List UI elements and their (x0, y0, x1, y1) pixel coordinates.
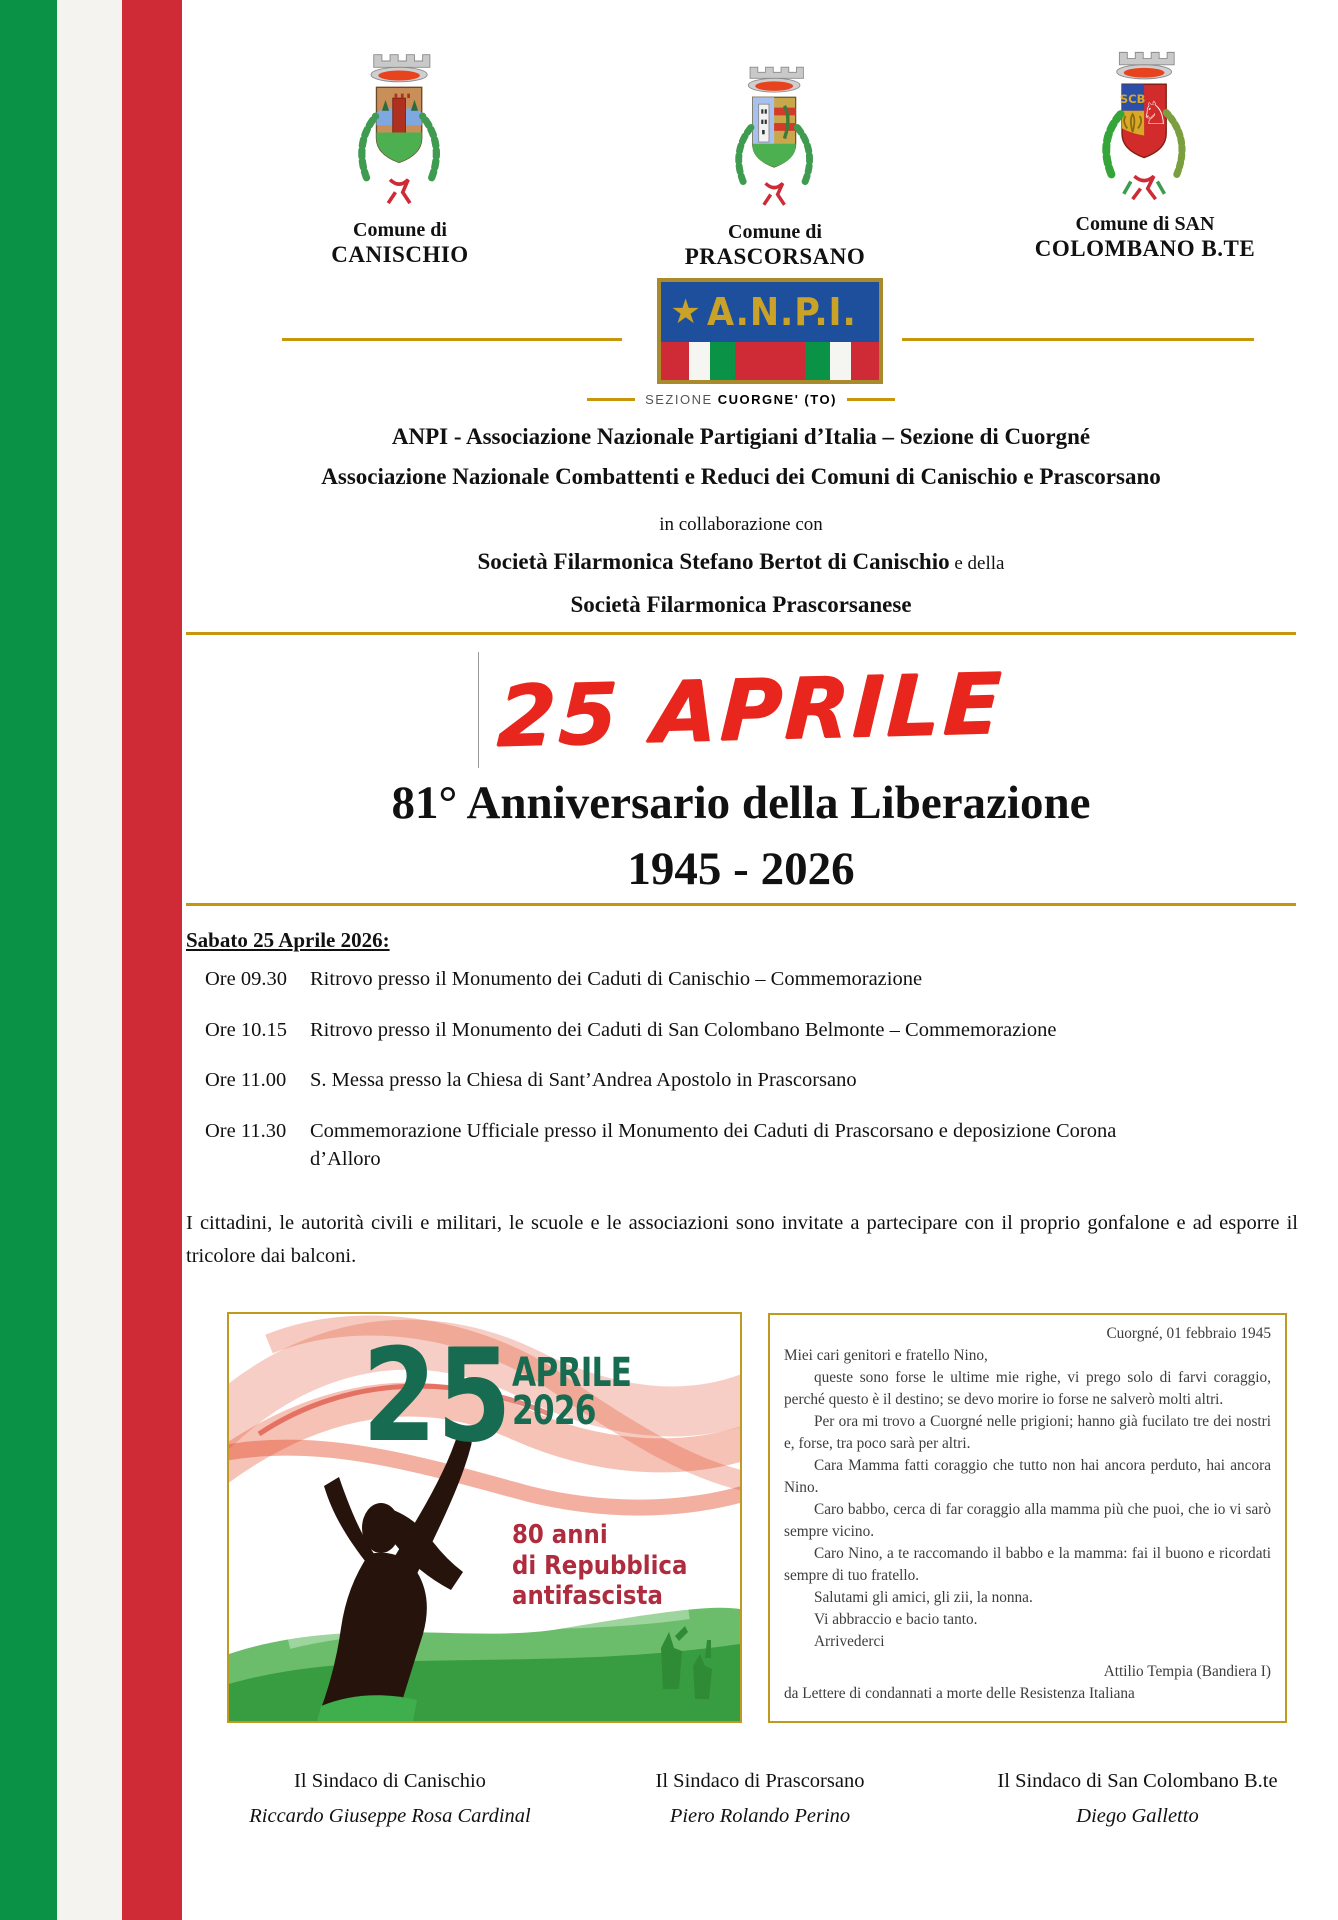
letter-source: da Lettere di condannati a morte delle Resistenza Italiana (784, 1685, 1135, 1702)
mayor-role: Il Sindaco di San Colombano B.te (997, 1770, 1278, 1792)
dash-icon (587, 398, 635, 401)
letter-paragraph: Cara Mamma fatti coraggio che tutto non hai ancora perduto, hai ancora Nino. (784, 1457, 1271, 1496)
schedule-row (205, 966, 1297, 994)
organizer-line-2: Associazione Nazionale Combattenti e Reduci dei Comuni di Canischio e Prascorsano (321, 464, 1161, 489)
left-gold-rule (282, 338, 622, 341)
letter-paragraph: Caro Nino, a te raccomando il babbo e la mamma: fai il buono e ricordati sempre di tuo fratello. (784, 1545, 1271, 1584)
schedule-desc: Ritrovo presso il Monumento dei Caduti di Canischio – Commemorazione (310, 968, 923, 990)
commune-name: PRASCORSANO (684, 244, 866, 269)
anniversary-title: 81° Anniversario della Liberazione (391, 777, 1091, 829)
mayor-canischio (235, 1770, 545, 1828)
schedule-row (205, 1067, 1297, 1095)
schedule-desc: Ritrovo presso il Monumento dei Caduti di San Colombano Belmonte – Commemorazione (310, 1018, 1057, 1041)
e-della: e della (949, 553, 1005, 574)
letter-paragraph: Caro babbo, cerca di far coraggio alla mamma più che puoi, che io vi sarò sempre vicino. (784, 1501, 1271, 1540)
divider-rule-top (186, 632, 1296, 635)
italian-flag-band (0, 0, 182, 1920)
flag-red-stripe (122, 0, 182, 1920)
letter-paragraph: Salutami gli amici, gli zii, la nonna. (814, 1589, 1033, 1606)
commune-name: COLOMBANO B.TE (1034, 236, 1256, 261)
anpi-ribbon (661, 342, 879, 380)
poster-slogan (512, 1520, 687, 1612)
slogan-line-2: di Repubblica (512, 1550, 688, 1581)
letter-paragraph: Vi abbraccio e bacio tanto. (814, 1611, 978, 1628)
organizer-line-1: ANPI - Associazione Nazionale Partigiani d’Italia – Sezione di Cuorgné (391, 424, 1091, 449)
schedule-heading: Sabato 25 Aprile 2026: (186, 928, 390, 952)
poster-year: 2026 (512, 1388, 596, 1434)
poster-big-number: 25 (362, 1322, 512, 1471)
schedule-desc: S. Messa presso la Chiesa di Sant’Andrea Apostolo in Prascorsano (310, 1069, 857, 1092)
mayor-san-colombano (965, 1770, 1310, 1828)
brush-title-row (186, 646, 1296, 774)
mayor-name: Diego Galletto (1076, 1805, 1199, 1827)
schedule-time: Ore 10.15 (205, 1018, 287, 1041)
slogan-line-3: antifascista (512, 1581, 663, 1612)
anpi-star-icon: ★ (670, 292, 701, 332)
right-gold-rule (902, 338, 1254, 341)
schedule-list (205, 966, 1297, 1196)
anpi-emblem (657, 278, 883, 384)
schedule-row (205, 1118, 1297, 1173)
organizer-line-5: Società Filarmonica Prascorsanese (570, 592, 912, 617)
letter-paragraph: Per ora mi trovo a Cuorgné nelle prigioni; hanno già fucilato tre dei nostri e, forse, tra poco sarà per altri. (784, 1413, 1271, 1452)
brush-title: 25 APRILE (495, 654, 1006, 766)
horse-glyph: ♘ (1140, 94, 1169, 132)
poster-month: APRILE (512, 1350, 632, 1396)
collaboration-line: in collaborazione con (659, 514, 823, 535)
letter-box (768, 1313, 1287, 1723)
mayor-role: Il Sindaco di Canischio (294, 1770, 486, 1792)
april-25-poster-image (227, 1312, 742, 1723)
commune-san-colombano (975, 40, 1315, 262)
schedule-time: Ore 11.30 (205, 1120, 287, 1143)
commune-label: Comune di SAN (1075, 213, 1215, 235)
organizer-line-4 (186, 549, 1296, 575)
anpi-acronym: A.N.P.I. (706, 290, 857, 334)
schedule-row (205, 1017, 1297, 1045)
section-prefix: SEZIONE (645, 392, 713, 407)
section-name: CUORGNE' (TO) (717, 392, 837, 407)
letter-paragraph: Arrivederci (814, 1633, 885, 1650)
san-colombano-crest-icon (1065, 40, 1225, 208)
mayor-prascorsano (610, 1770, 910, 1828)
dash-icon (847, 398, 895, 401)
commune-canischio (250, 42, 550, 268)
commune-name: CANISCHIO (331, 242, 469, 267)
vertical-rule (478, 652, 479, 768)
years-title: 1945 - 2026 (627, 843, 855, 895)
schedule-time: Ore 09.30 (205, 968, 287, 990)
divider-rule-bottom (186, 903, 1296, 906)
letter-paragraph: queste sono forse le ultime mie righe, vi prego solo di farvi coraggio, perché questo è il destino; se devo morire io forse ne salverò molti altri. (784, 1369, 1271, 1408)
flag-white-stripe (57, 0, 122, 1920)
canischio-crest-icon (325, 42, 475, 214)
commune-label: Comune di (728, 221, 822, 243)
scb-initials: SCB (1119, 91, 1146, 106)
mayor-role: Il Sindaco di Prascorsano (655, 1770, 865, 1792)
letter-dateline: Cuorgné, 01 febbraio 1945 (1106, 1325, 1271, 1342)
letter-salutation: Miei cari genitori e fratello Nino, (784, 1347, 988, 1364)
schedule-desc: Commemorazione Ufficiale presso il Monumento dei Caduti di Prascorsano e deposizione Corona d’Alloro (310, 1120, 1117, 1170)
slogan-line-1: 80 anni (512, 1520, 608, 1550)
anpi-section-line (186, 392, 1296, 407)
commune-label: Comune di (353, 219, 447, 241)
letter-signature: Attilio Tempia (Bandiera I) (1103, 1663, 1271, 1680)
flag-green-stripe (0, 0, 57, 1920)
mayor-name: Piero Rolando Perino (669, 1805, 851, 1827)
mayor-name: Riccardo Giuseppe Rosa Cardinal (249, 1805, 531, 1827)
band-canischio: Società Filarmonica Stefano Bertot di Canischio (477, 549, 950, 574)
commune-prascorsano (625, 56, 925, 270)
prascorsano-crest-icon (702, 56, 848, 216)
invitation-paragraph: I cittadini, le autorità civili e militari, le scuole e le associazioni sono invitate a partecipare con il proprio gonfalone e ad esporre il tricolore dai balconi. (186, 1212, 1298, 1268)
schedule-time: Ore 11.00 (205, 1069, 287, 1092)
anpi-emblem-top (661, 282, 879, 342)
poster-month-year (512, 1350, 632, 1434)
